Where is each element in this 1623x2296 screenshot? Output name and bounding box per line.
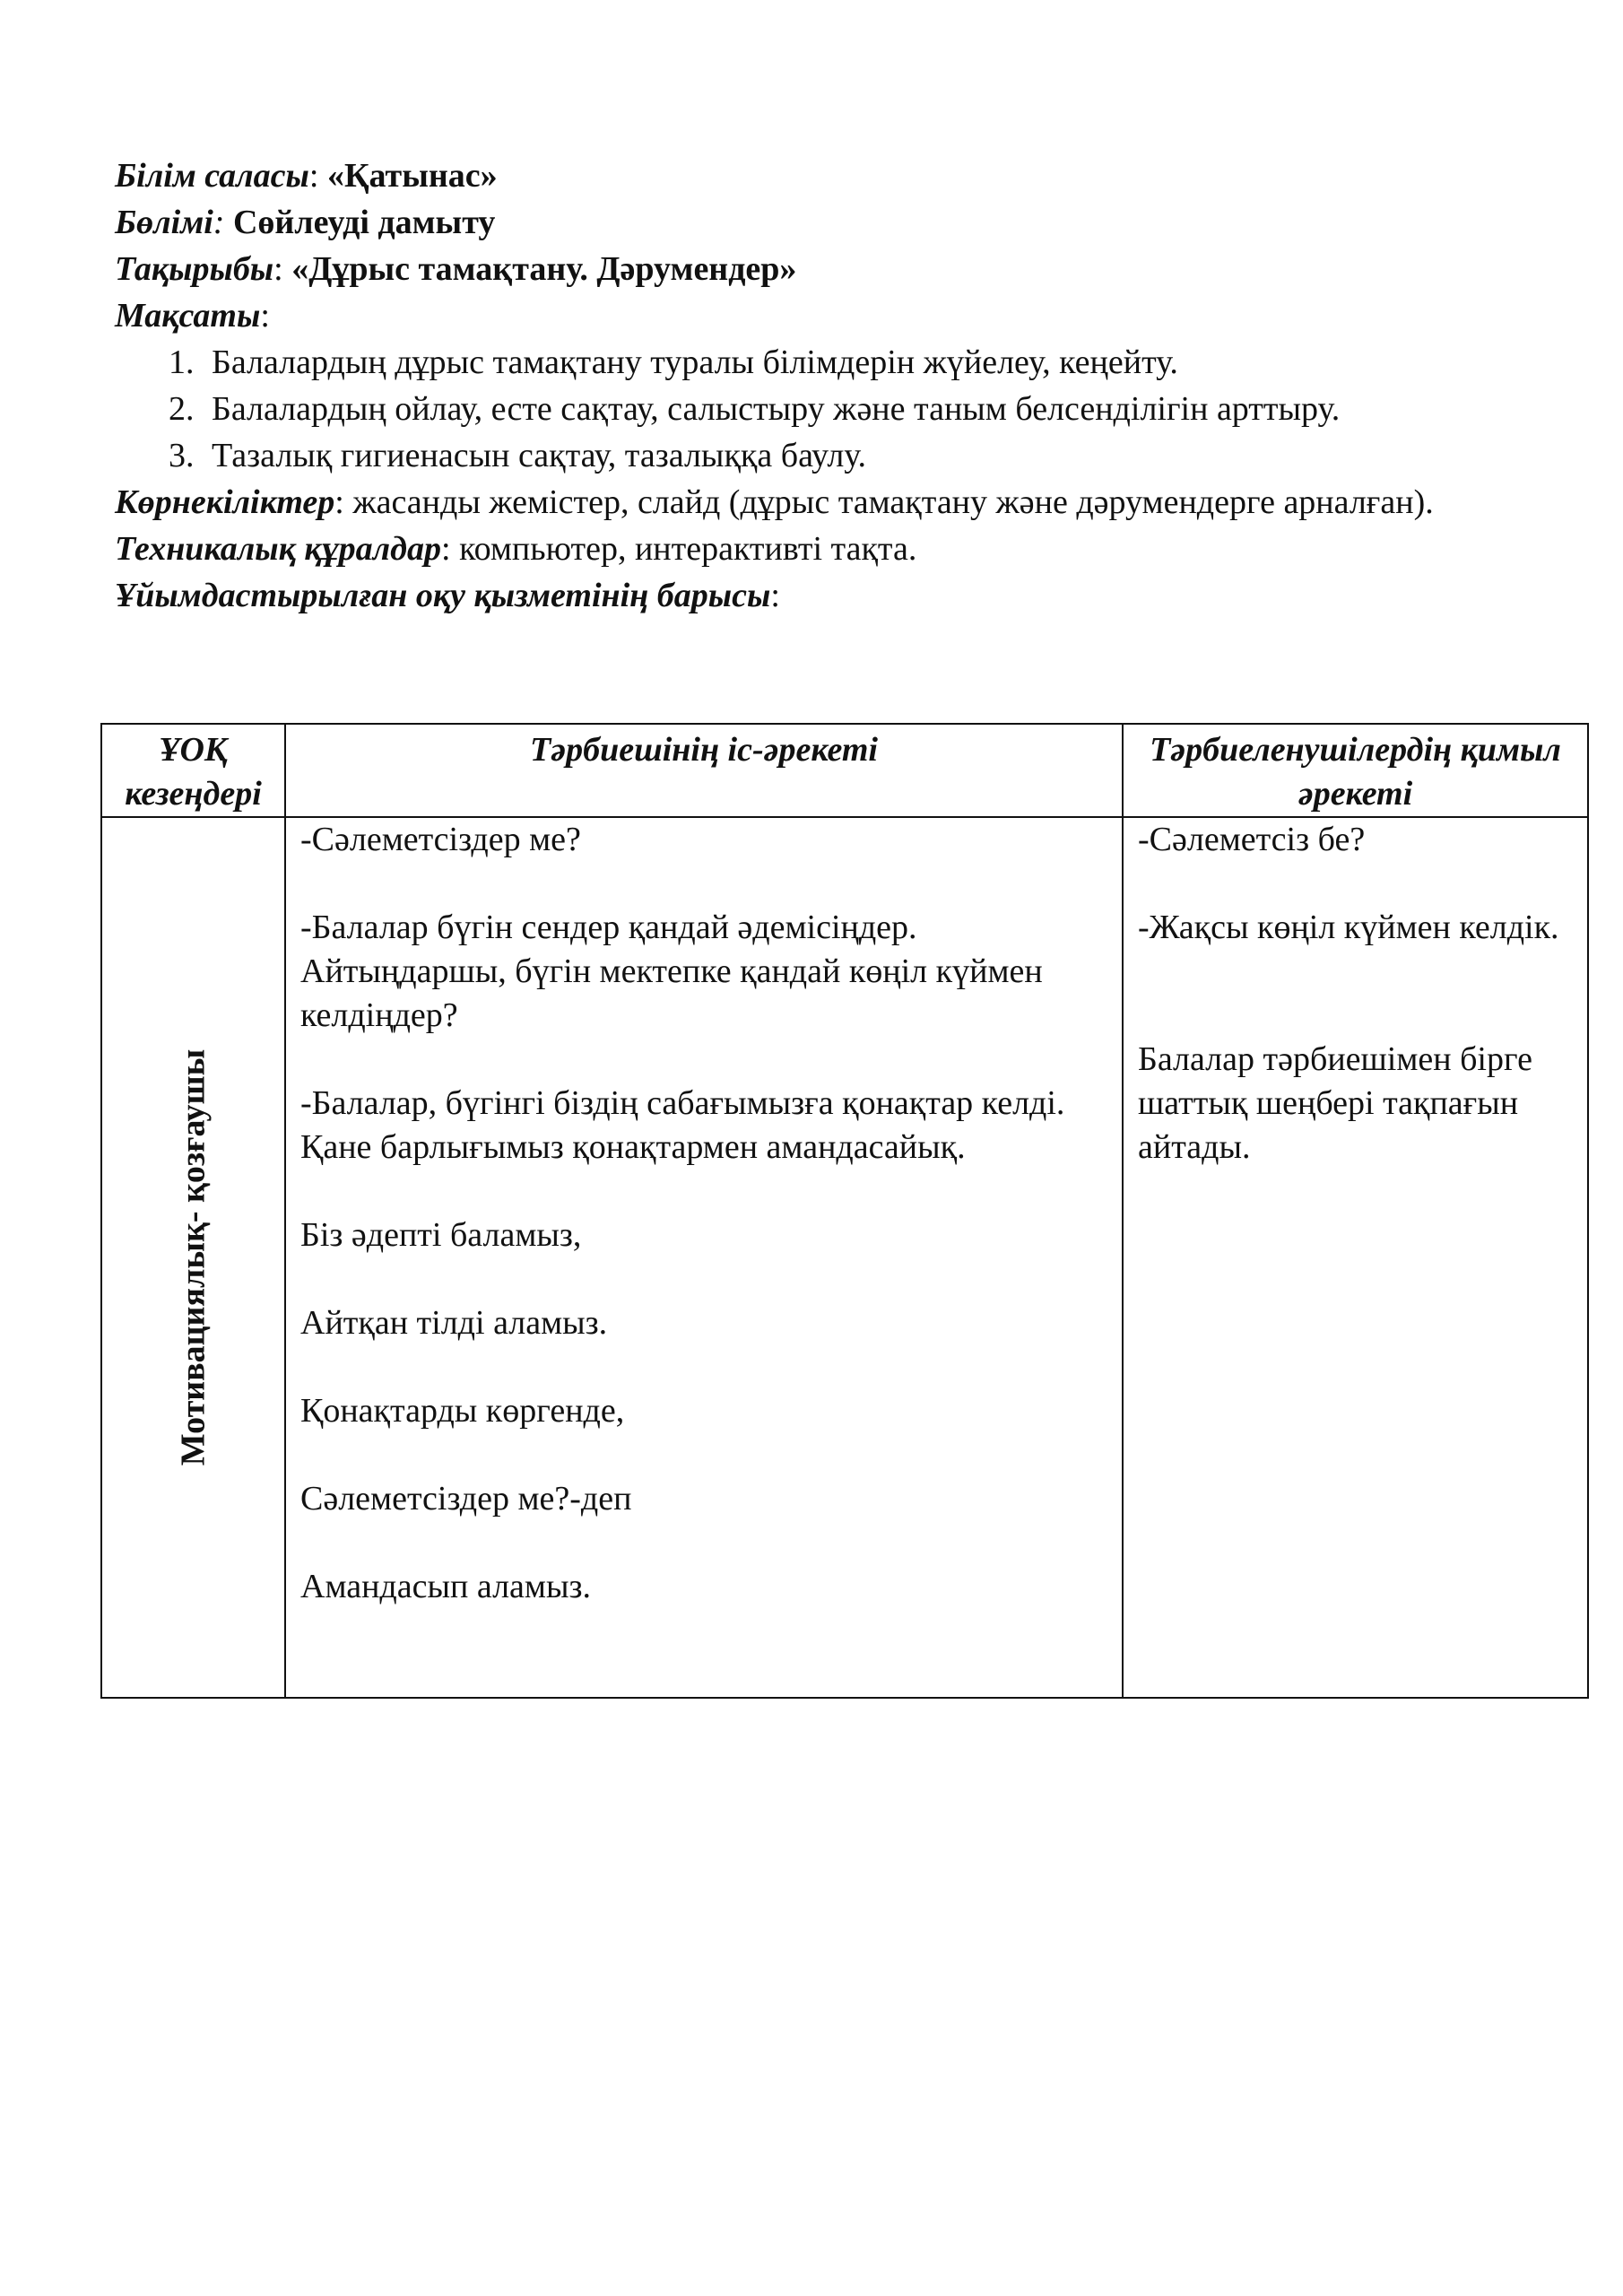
section-label: Бөлімі [115, 204, 213, 241]
education-area-label: Білім саласы [115, 157, 309, 195]
children-line: -Жақсы көңіл күймен келдік. [1138, 909, 1559, 946]
section-line: Бөлімі: Сөйлеуді дамыту [115, 204, 496, 241]
goal-text: Балалардың дұрыс тамақтану туралы білімдерін жүйелеу, кеңейту. [212, 344, 1178, 381]
poem-line: Айтқан тілді аламыз. [300, 1304, 608, 1342]
process-label: Ұйымдастырылған оқу қызметінің барысы [115, 577, 771, 614]
children-activity-cell [1123, 817, 1588, 1698]
education-area-line: Білім саласы: «Қатынас» [115, 157, 498, 195]
topic-line: Тақырыбы: «Дұрыс тамақтану. Дәрумендер» [115, 250, 797, 288]
lesson-header [115, 152, 1567, 619]
table-row [101, 817, 1588, 1698]
goals-list [115, 339, 1567, 479]
technical-tools-label: Техникалық құралдар [115, 530, 441, 568]
lesson-table [100, 723, 1589, 1699]
poem-line: Біз әдепті баламыз, [300, 1216, 582, 1254]
stage-cell [101, 817, 285, 1698]
topic-label: Тақырыбы [115, 250, 274, 288]
section-value: Сөйлеуді дамыту [232, 204, 496, 241]
goal-item: 1. Балалардың дұрыс тамақтану туралы білімдерін жүйелеу, кеңейту. [115, 339, 1567, 386]
poem-line: Қонақтарды көргенде, [300, 1392, 625, 1430]
visual-aids-label: Көрнекіліктер [115, 483, 335, 521]
goal-item: 2. Балалардың ойлау, есте сақтау, салыстыру және таным белсенділігін арттыру. [115, 386, 1567, 432]
visual-aids-line: Көрнекіліктер: жасанды жемістер, слайд (дұрыс тамақтану және дәрумендерге арналған). [115, 483, 1434, 521]
teacher-line: -Сәлеметсіздер ме? [300, 821, 581, 858]
goals-label: Мақсаты [115, 297, 261, 335]
technical-tools-value: компьютер, интерактивті тақта. [459, 530, 917, 568]
goal-text: Балалардың ойлау, есте сақтау, салыстыру және таным белсенділігін арттыру. [212, 390, 1341, 428]
process-line: Ұйымдастырылған оқу қызметінің барысы: [115, 577, 780, 614]
teacher-activity-cell [285, 817, 1123, 1698]
technical-tools-line: Техникалық құралдар: компьютер, интерактивті тақта. [115, 530, 917, 568]
table-header-row [101, 724, 1588, 817]
column-header-stages: ҰОҚ кезеңдері [101, 724, 285, 817]
goal-text: Тазалық гигиенасын сақтау, тазалыққа баулу. [212, 437, 866, 474]
children-line: Балалар тәрбиешімен бірге шаттық шеңбері тақпағын айтады. [1138, 1040, 1532, 1166]
teacher-line: -Балалар, бүгінгі біздің сабағымызға қонақтар келді. Қане барлығымыз қонақтармен амандасайық. [300, 1084, 1065, 1166]
teacher-line: -Балалар бүгін сендер қандай әдемісіңдер. Айтыңдаршы, бүгін мектепке қандай көңіл күймен келдіңдер? [300, 909, 1043, 1034]
education-area-value: «Қатынас» [326, 157, 498, 195]
poem-line: Сәлеметсіздер ме?-деп [300, 1480, 632, 1518]
children-line: -Сәлеметсіз бе? [1138, 821, 1366, 858]
column-header-children: Тәрбиеленушілердің қимыл әрекеті [1123, 724, 1588, 817]
visual-aids-value: жасанды жемістер, слайд (дұрыс тамақтану және дәрумендерге арналған). [352, 483, 1434, 521]
stage-label: Мотивациялық- қозғаушы [174, 1048, 212, 1466]
poem-line: Амандасып аламыз. [300, 1568, 591, 1605]
goals-line: Мақсаты: [115, 297, 270, 335]
topic-value: «Дұрыс тамақтану. Дәрумендер» [291, 250, 797, 288]
goal-item: 3. Тазалық гигиенасын сақтау, тазалыққа баулу. [115, 432, 1567, 479]
column-header-teacher: Тәрбиешінің іс-әрекеті [285, 724, 1123, 817]
